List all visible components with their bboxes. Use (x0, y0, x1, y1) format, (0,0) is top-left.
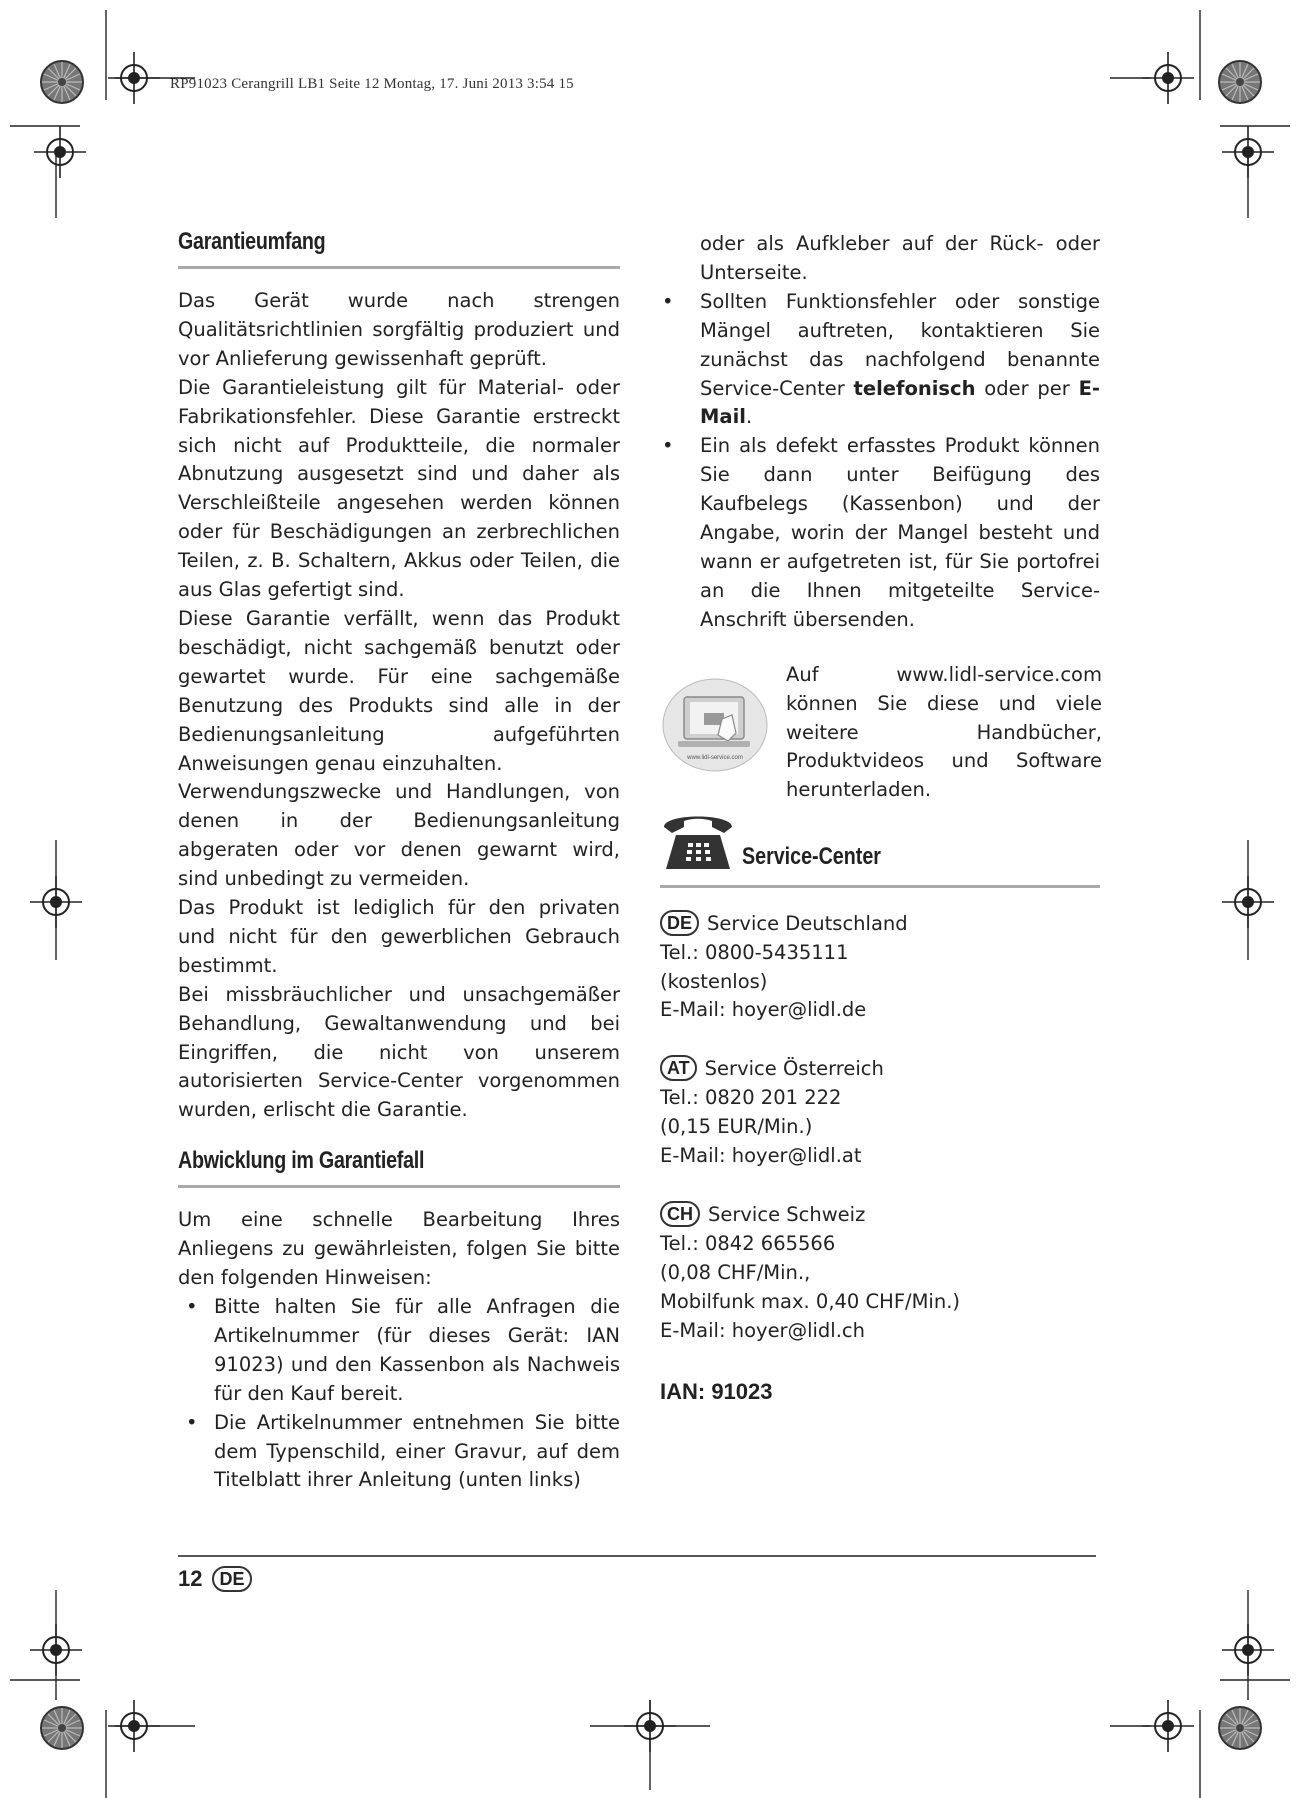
price-line: (kostenlos) (660, 969, 768, 993)
list-item: • Ein als defekt erfasstes Produkt können Sie dann unter Beifügung des Kaufbelegs (Kassenbon) und der Angabe, worin der Mangel besteht und wann er aufgetreten ist, für Sie portofrei an die Ihnen mitgeteilte Service-Anschrift übersenden. (662, 434, 1100, 631)
paragraph: Verwendungszwecke und Handlungen, von denen in der Bedienungsanleitung abgeraten oder vor denen gewarnt wird, sind unbedingt zu vermeiden. (178, 780, 620, 891)
price-line: (0,15 EUR/Min.) (660, 1115, 813, 1139)
web-download-icon (660, 675, 770, 775)
ian-number: IAN: 91023 (660, 1379, 773, 1405)
color-wheel-icon (1219, 1707, 1261, 1749)
color-wheel-icon (1219, 61, 1261, 103)
registration-mark-icon (34, 126, 86, 178)
web-icon-caption: www.lidl-service.com (687, 754, 743, 761)
country-service-name: Service Schweiz (708, 1202, 866, 1226)
telephone-icon (660, 809, 736, 873)
print-slug: RP91023 Cerangrill LB1 Seite 12 Montag, 17. Juni 2013 3:54 15 (170, 76, 574, 92)
service-center-title: Service-Center (742, 842, 881, 870)
section-title-abwicklung: Abwicklung im Garantiefall (178, 1147, 425, 1175)
phone-line: Tel.: 0800-5435111 (660, 940, 849, 964)
paragraph: Das Gerät wurde nach strengen Qualitätsrichtlinien sorgfältig produziert und vor Anlieferung gewissenhaft geprüft. (178, 289, 620, 370)
bullet-list (660, 288, 1100, 635)
price-line: (0,08 CHF/Min., (660, 1260, 811, 1284)
list-item: • Sollten Funktionsfehler oder sonstige Mängel auftreten, kontaktieren Sie zunächst das nachfolgend benannte Service-Center telefonisch oder per E-Mail. (662, 289, 1100, 429)
left-column (178, 228, 620, 1495)
section-rule (660, 885, 1100, 888)
service-country-ch (660, 1201, 1100, 1346)
color-wheel-icon (41, 1707, 83, 1749)
email-line: E-Mail: hoyer@lidl.at (660, 1144, 862, 1168)
country-badge: DE (660, 910, 699, 936)
list-item: • Die Artikelnummer entnehmen Sie bitte dem Typenschild, einer Gravur, auf dem Titelblatt ihrer Anleitung (unten links) (186, 1410, 620, 1492)
country-service-name: Service Österreich (704, 1057, 884, 1081)
page-footer (178, 1566, 260, 1592)
country-badge: CH (660, 1201, 700, 1227)
email-line: E-Mail: hoyer@lidl.ch (660, 1318, 865, 1342)
service-center-header (660, 809, 1100, 871)
country-badge: DE (212, 1566, 251, 1592)
right-column (660, 230, 1100, 1405)
paragraph: Bei missbräuchlicher und unsachgemäßer Behandlung, Gewaltanwendung und bei Eingriffen, die nicht von unserem autorisierten Service-Center vorgenommen wurden, erlischt die Garantie. (178, 982, 620, 1122)
price-line-mobile: Mobilfunk max. 0,40 CHF/Min.) (660, 1289, 961, 1313)
list-item: • Bitte halten Sie für alle Anfragen die Artikelnummer (für dieses Gerät: IAN 91023) und den Kassenbon als Nachweis für den Kauf bereit. (186, 1295, 620, 1405)
country-service-name: Service Deutschland (707, 911, 908, 935)
service-country-at (660, 1055, 1100, 1171)
web-download-block (660, 661, 1102, 802)
page-number: 12 (178, 1566, 203, 1591)
continuation-text: oder als Aufkleber auf der Rück- oder Unterseite. (700, 232, 1100, 284)
color-wheel-icon (41, 61, 83, 103)
paragraph: Um eine schnelle Bearbeitung Ihres Anliegens zu gewährleisten, folgen Sie bitte den folgenden Hinweisen: (178, 1208, 620, 1290)
paragraph: Das Produkt ist lediglich für den privaten und nicht für den gewerblichen Gebrauch bestimmt. (178, 896, 620, 977)
email-line: E-Mail: hoyer@lidl.de (660, 998, 867, 1022)
phone-line: Tel.: 0820 201 222 (660, 1086, 842, 1110)
web-download-text: Auf www.lidl-service.com können Sie diese und viele weitere Handbücher, Produktvideos und Software herunterladen. (786, 662, 1102, 802)
service-country-de (660, 910, 1100, 1026)
footer-rule (178, 1555, 1096, 1557)
bullet-list (178, 1293, 620, 1495)
paragraph: Die Garantieleistung gilt für Material- oder Fabrikationsfehler. Diese Garantie erstreckt sich nicht auf Produktteile, die normaler Abnutzung ausgesetzt sind und daher als Verschleißteile angesehen werden können oder für Beschädigungen an zerbrechlichen Teilen, z. B. Schaltern, Akkus oder Teilen, die aus Glas gefertigt sind. (178, 375, 620, 602)
section-title-garantieumfang: Garantieumfang (178, 228, 326, 255)
paragraph: Diese Garantie verfällt, wenn das Produkt beschädigt, nicht sachgemäß benutzt oder gewartet wurde. Für eine sachgemäße Benutzung des Produkts sind alle in der Bedienungsanleitung aufgeführten Anweisungen genau einzuhalten. (178, 606, 620, 775)
country-badge: AT (660, 1055, 697, 1081)
phone-line: Tel.: 0842 665566 (660, 1231, 836, 1255)
